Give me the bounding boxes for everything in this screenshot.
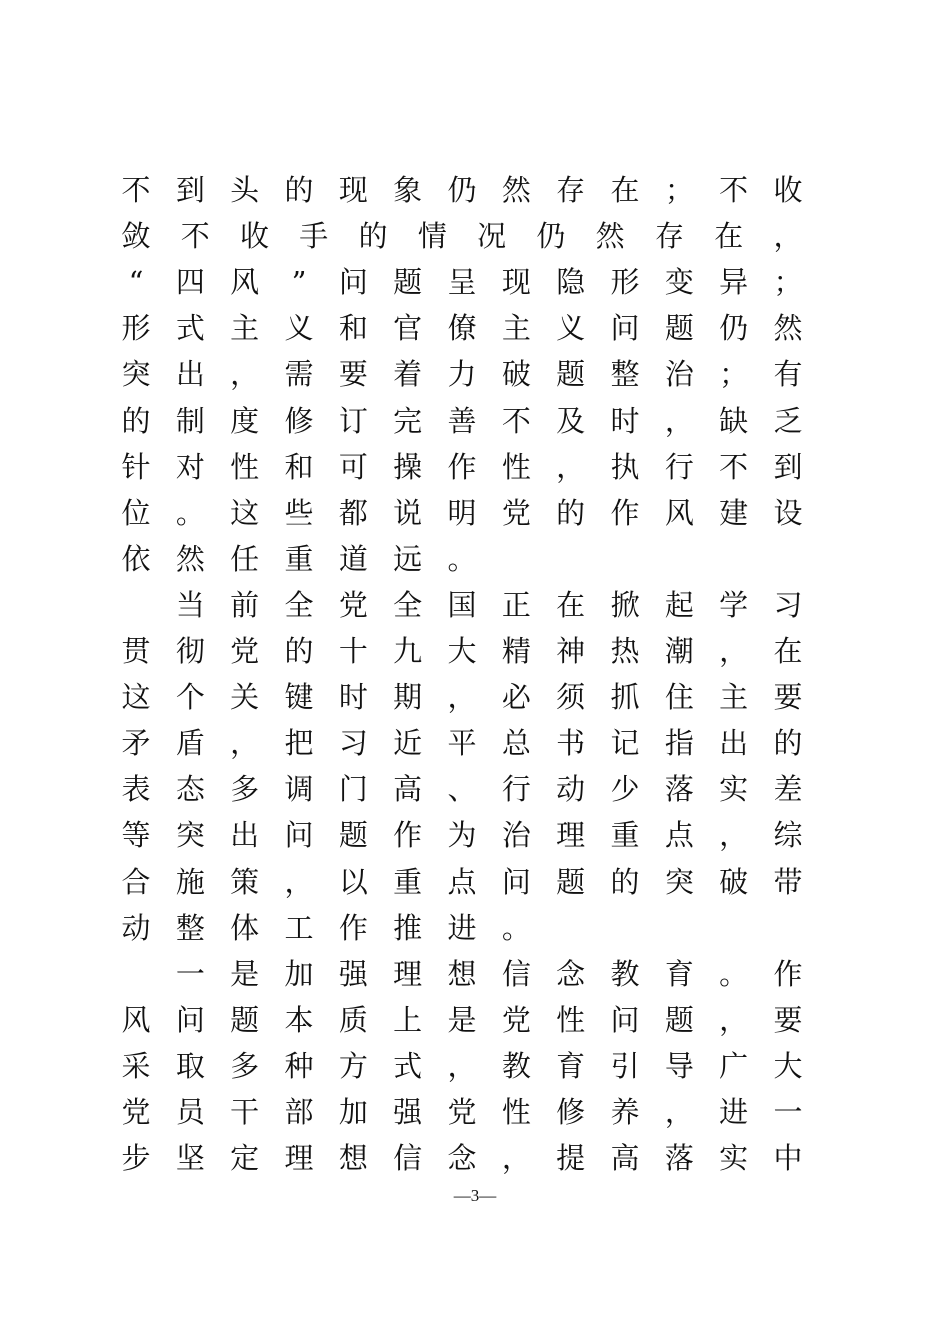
text-char: 的 <box>610 864 640 899</box>
text-char: ， <box>284 864 314 899</box>
text-char: 指 <box>664 726 694 761</box>
text-char: ； <box>773 265 803 300</box>
text-char: ， <box>230 726 260 761</box>
text-char: 育 <box>664 956 694 991</box>
text-char: 。 <box>175 495 205 530</box>
text-char: 。 <box>501 910 531 945</box>
text-char: 这 <box>121 680 151 715</box>
text-char: 动 <box>556 772 586 807</box>
text-char: 题 <box>664 1002 694 1037</box>
text-char: 敛 <box>121 219 151 254</box>
text-char: 策 <box>230 864 260 899</box>
text-char: 本 <box>284 1002 314 1037</box>
text-char: 位 <box>121 495 151 530</box>
text-char: 神 <box>556 634 586 668</box>
text-char: 治 <box>664 357 694 392</box>
text-char: 作 <box>610 495 640 530</box>
text-char: 现 <box>338 173 368 207</box>
text-char: 实 <box>719 1141 749 1176</box>
text-char: 贯 <box>121 634 151 668</box>
text-char: 九 <box>393 634 423 668</box>
text-char: 动 <box>121 910 151 945</box>
text-char: 潮 <box>664 634 694 668</box>
text-char: 广 <box>719 1048 749 1083</box>
text-char: 善 <box>447 403 477 438</box>
text-char: 现 <box>501 265 531 300</box>
text-char: 题 <box>664 311 694 346</box>
text-char: 不 <box>501 403 531 438</box>
text-char: 时 <box>338 680 368 715</box>
text-char: ， <box>719 818 749 853</box>
text-char: “ <box>128 265 144 300</box>
text-char: 多 <box>230 772 260 807</box>
text-char: 彻 <box>175 634 205 668</box>
text-char: 然 <box>501 173 531 207</box>
text-char: 高 <box>610 1141 640 1176</box>
text-char: 进 <box>719 1095 749 1129</box>
text-char: 为 <box>447 818 477 853</box>
text-char: 要 <box>338 357 368 392</box>
text-char: 题 <box>556 864 586 899</box>
text-char: 正 <box>501 587 531 622</box>
text-char: 四 <box>175 265 205 300</box>
text-char: 合 <box>121 864 151 899</box>
text-char: 综 <box>773 818 803 853</box>
text-char: 带 <box>773 864 803 899</box>
text-char: ” <box>291 265 307 300</box>
text-char: 针 <box>121 449 151 484</box>
text-char: 任 <box>230 541 260 576</box>
text-char: 题 <box>338 818 368 853</box>
text-char: ， <box>773 219 803 254</box>
text-char: 点 <box>664 818 694 853</box>
text-char: 执 <box>610 449 640 484</box>
text-char: 主 <box>230 311 260 346</box>
text-char: 点 <box>447 864 477 899</box>
text-char: 的 <box>556 495 586 530</box>
text-char: 式 <box>393 1048 423 1083</box>
text-char: 一 <box>773 1095 803 1129</box>
text-char: 大 <box>447 634 477 668</box>
text-char: 作 <box>773 956 803 991</box>
text-char: ， <box>664 403 694 438</box>
text-char: 党 <box>338 587 368 622</box>
text-char: ， <box>664 1095 694 1129</box>
text-char: 问 <box>284 818 314 853</box>
text-char: 在 <box>773 634 803 668</box>
text-char: 治 <box>501 818 531 853</box>
text-char: 可 <box>338 449 368 484</box>
text-char: 态 <box>175 772 205 807</box>
text-char: 问 <box>610 1002 640 1037</box>
text-char: 方 <box>338 1048 368 1083</box>
text-char: 问 <box>338 265 368 300</box>
text-char: 质 <box>338 1002 368 1037</box>
text-char: 员 <box>175 1095 205 1129</box>
text-char: 的 <box>121 403 151 438</box>
text-char: 中 <box>773 1141 803 1176</box>
text-char: 十 <box>338 634 368 668</box>
text-char: 起 <box>664 587 694 622</box>
text-char: 异 <box>719 265 749 300</box>
text-char: 书 <box>556 726 586 761</box>
text-char: 在 <box>610 173 640 207</box>
text-char: 变 <box>664 265 694 300</box>
text-char: 教 <box>610 956 640 991</box>
text-char: ， <box>556 449 586 484</box>
page-number: —3— <box>453 1186 497 1205</box>
text-char: 键 <box>284 680 314 715</box>
text-char: 出 <box>175 357 205 392</box>
text-char: 的 <box>773 726 803 761</box>
text-char: 强 <box>393 1095 423 1129</box>
text-char: 盾 <box>175 726 205 761</box>
text-char: 施 <box>175 864 205 899</box>
text-char: ， <box>230 357 260 392</box>
text-char: 重 <box>393 864 423 899</box>
text-char: 象 <box>393 173 423 207</box>
text-char: 些 <box>284 495 314 530</box>
text-char: 明 <box>447 495 477 530</box>
text-char <box>116 954 156 994</box>
text-char: 形 <box>121 311 151 346</box>
text-char: 不 <box>180 219 210 254</box>
text-char: 上 <box>393 1002 423 1037</box>
text-char: 掀 <box>610 587 640 622</box>
text-char: 整 <box>610 357 640 392</box>
text-char: 修 <box>284 403 314 438</box>
text-char: 育 <box>556 1048 586 1083</box>
text-char: 隐 <box>556 265 586 300</box>
text-char: 性 <box>501 1095 531 1129</box>
text-char: 形 <box>610 265 640 300</box>
text-char: ； <box>664 173 694 207</box>
text-char: 存 <box>556 173 586 207</box>
text-char: 进 <box>447 910 477 945</box>
text-char: 主 <box>719 680 749 715</box>
text-char: 缺 <box>719 403 749 438</box>
text-char: 问 <box>610 311 640 346</box>
text-char: 提 <box>556 1141 586 1176</box>
text-char: 。 <box>447 541 477 576</box>
text-char: 推 <box>393 910 423 945</box>
text-char: 差 <box>773 772 803 807</box>
text-char: 风 <box>664 495 694 530</box>
text-char: 这 <box>230 495 260 530</box>
text-char: 风 <box>230 265 260 300</box>
text-char: ， <box>447 680 477 715</box>
text-char: 念 <box>556 956 586 991</box>
text-char: 全 <box>393 587 423 622</box>
text-char: 习 <box>338 726 368 761</box>
text-char: 是 <box>447 1002 477 1037</box>
text-char: 必 <box>501 680 531 715</box>
text-char: 多 <box>230 1048 260 1083</box>
text-char: 工 <box>284 910 314 945</box>
text-char: 然 <box>595 219 625 254</box>
text-char: 突 <box>121 357 151 392</box>
text-char: 少 <box>610 772 640 807</box>
text-char: 力 <box>447 357 477 392</box>
text-char: 依 <box>121 541 151 576</box>
text-char: 等 <box>121 818 151 853</box>
text-char: 、 <box>447 772 477 807</box>
text-char: 热 <box>610 634 640 668</box>
text-char: 期 <box>393 680 423 715</box>
text-char: 抓 <box>610 680 640 715</box>
text-char: 加 <box>338 1095 368 1129</box>
text-char: 重 <box>284 541 314 576</box>
text-char: 问 <box>501 864 531 899</box>
text-char: 一 <box>175 956 205 991</box>
text-char: 在 <box>714 219 744 254</box>
text-char: 订 <box>338 403 368 438</box>
text-char: 出 <box>719 726 749 761</box>
text-char: 教 <box>501 1048 531 1083</box>
text-char: 设 <box>773 495 803 530</box>
text-char: 坚 <box>175 1141 205 1176</box>
text-char: 党 <box>501 1002 531 1037</box>
text-char: 调 <box>284 772 314 807</box>
text-char: 记 <box>610 726 640 761</box>
text-char: 风 <box>121 1002 151 1037</box>
text-char: 性 <box>230 449 260 484</box>
text-char: 仍 <box>536 219 566 254</box>
text-char: 问 <box>175 1002 205 1037</box>
text-char: 修 <box>556 1095 586 1129</box>
text-char: 然 <box>175 541 205 576</box>
text-char: 近 <box>393 726 423 761</box>
text-char: 道 <box>338 541 368 576</box>
text-char: ， <box>719 1002 749 1037</box>
text-char: 度 <box>230 403 260 438</box>
text-char: ， <box>719 634 749 668</box>
text-char: 官 <box>393 311 423 346</box>
text-char: 完 <box>393 403 423 438</box>
text-char: 精 <box>501 634 531 668</box>
text-char: 导 <box>664 1048 694 1083</box>
text-char: 的 <box>358 219 388 254</box>
text-char: 取 <box>175 1048 205 1083</box>
text-char: 仍 <box>447 173 477 207</box>
text-char: 党 <box>501 495 531 530</box>
text-char: 操 <box>393 449 423 484</box>
text-char: 表 <box>121 772 151 807</box>
text-char: 题 <box>393 265 423 300</box>
text-char: 想 <box>338 1141 368 1176</box>
text-char: 习 <box>773 587 803 622</box>
text-char: 须 <box>556 680 586 715</box>
text-char: 以 <box>338 864 368 899</box>
text-char: 着 <box>393 357 423 392</box>
text-char: ； <box>719 357 749 392</box>
text-char: 平 <box>447 726 477 761</box>
text-char: ， <box>501 1141 531 1176</box>
text-char: 高 <box>393 772 423 807</box>
text-char: 题 <box>556 357 586 392</box>
text-char: 信 <box>393 1141 423 1176</box>
text-char: 加 <box>284 956 314 991</box>
text-char: 突 <box>175 818 205 853</box>
text-char: 落 <box>664 772 694 807</box>
text-char: 手 <box>299 219 329 254</box>
text-char: 收 <box>773 173 803 207</box>
text-char: 种 <box>284 1048 314 1083</box>
text-char <box>116 585 156 625</box>
text-char: 定 <box>230 1141 260 1176</box>
text-char: 要 <box>773 680 803 715</box>
text-char: 理 <box>284 1141 314 1176</box>
text-char: 都 <box>338 495 368 530</box>
text-char: 门 <box>338 772 368 807</box>
text-char: 党 <box>447 1095 477 1129</box>
text-char: 国 <box>447 587 477 622</box>
text-char: 性 <box>501 449 531 484</box>
text-char: 和 <box>284 449 314 484</box>
text-char: 有 <box>773 357 803 392</box>
text-char: 理 <box>393 956 423 991</box>
text-char: 实 <box>719 772 749 807</box>
text-char: 性 <box>556 1002 586 1037</box>
text-char: 重 <box>610 818 640 853</box>
text-char: 远 <box>393 541 423 576</box>
text-char: 然 <box>773 311 803 346</box>
text-char: 引 <box>610 1048 640 1083</box>
text-char: 念 <box>447 1141 477 1176</box>
text-char: 个 <box>175 680 205 715</box>
text-char: 突 <box>664 864 694 899</box>
text-char: 想 <box>447 956 477 991</box>
text-char: 行 <box>664 449 694 484</box>
text-char: 落 <box>664 1141 694 1176</box>
text-char: 干 <box>230 1095 260 1129</box>
text-char: 作 <box>338 910 368 945</box>
text-char: 大 <box>773 1048 803 1083</box>
text-char: 义 <box>284 311 314 346</box>
text-char: 到 <box>773 449 803 484</box>
text-char: 住 <box>664 680 694 715</box>
text-char: 呈 <box>447 265 477 300</box>
text-char: 到 <box>175 173 205 207</box>
text-char: 时 <box>610 403 640 438</box>
text-char: 情 <box>417 219 447 254</box>
text-char: 行 <box>501 772 531 807</box>
text-char: 乏 <box>773 403 803 438</box>
text-char: 不 <box>719 173 749 207</box>
text-char: 作 <box>393 818 423 853</box>
text-char: 况 <box>477 219 507 254</box>
text-char: 对 <box>175 449 205 484</box>
text-char: 作 <box>447 449 477 484</box>
text-char: 破 <box>501 357 531 392</box>
text-char: 和 <box>338 311 368 346</box>
text-char: 采 <box>121 1048 151 1083</box>
text-char: 说 <box>393 495 423 530</box>
text-char: 步 <box>121 1141 151 1176</box>
text-char: 需 <box>284 357 314 392</box>
text-char: 义 <box>556 311 586 346</box>
text-char: 僚 <box>447 311 477 346</box>
text-char: 在 <box>556 587 586 622</box>
text-char: 党 <box>121 1095 151 1129</box>
text-char: 建 <box>719 495 749 530</box>
text-char: 学 <box>719 587 749 622</box>
text-char: ， <box>447 1048 477 1083</box>
text-char: 全 <box>284 587 314 622</box>
text-char: 及 <box>556 403 586 438</box>
text-char: 前 <box>230 587 260 622</box>
text-char: 破 <box>719 864 749 899</box>
text-char: 头 <box>230 173 260 207</box>
text-char: 的 <box>284 173 314 207</box>
text-char: 养 <box>610 1095 640 1129</box>
text-char: 矛 <box>121 726 151 761</box>
text-char: 信 <box>501 956 531 991</box>
text-char: 收 <box>240 219 270 254</box>
text-char: 制 <box>175 403 205 438</box>
text-char: 不 <box>121 173 151 207</box>
text-char: 总 <box>501 726 531 761</box>
text-char: 的 <box>284 634 314 668</box>
text-char: 出 <box>230 818 260 853</box>
text-char: 理 <box>556 818 586 853</box>
text-char: 不 <box>719 449 749 484</box>
text-char: 是 <box>230 956 260 991</box>
text-char: 强 <box>338 956 368 991</box>
text-char: 当 <box>175 587 205 622</box>
text-char: 党 <box>230 634 260 668</box>
text-char: 。 <box>719 956 749 991</box>
text-char: 关 <box>230 680 260 715</box>
text-char: 主 <box>501 311 531 346</box>
text-char: 存 <box>654 219 684 254</box>
text-char: 式 <box>175 311 205 346</box>
text-char: 体 <box>230 910 260 945</box>
text-char: 整 <box>175 910 205 945</box>
text-char: 要 <box>773 1002 803 1037</box>
text-char: 仍 <box>719 311 749 346</box>
text-char: 题 <box>230 1002 260 1037</box>
text-char: 部 <box>284 1095 314 1129</box>
text-char: 把 <box>284 726 314 761</box>
